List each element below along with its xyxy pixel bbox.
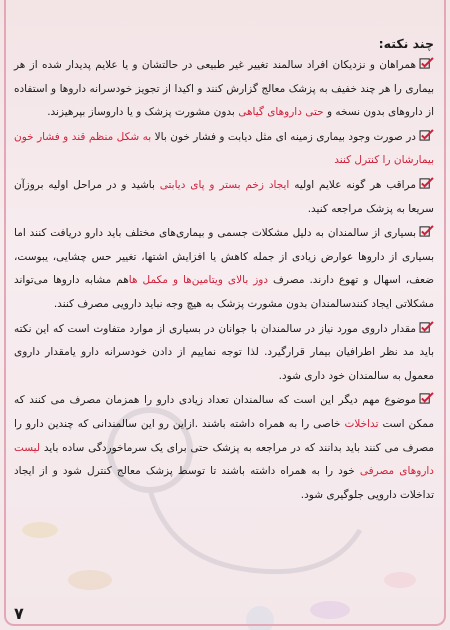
tip-paragraph-4: بسیاری از سالمندان به دلیل مشکلات جسمی و بیماری‌های مختلف باید دارو دریافت کنند اما بسیاری از داروها عوارض زیادی از جمله کاهش یا افزایش اشتها، تغییر حس چشایی، یبوست، ضعف، اسهال و تهوع دارند. مصرف دوز بالای ویتامین‌ها و مکمل هاهم مشابه داروها می‌تواند مشکلاتی ایجاد کنندسالمندان بدون مشورت پزشک به هیچ وجه نباید دارویی مصرف کنند.	[14, 227, 434, 310]
tip-paragraph-6: موضوع مهم دیگر این است که سالمندان تعداد زیادی دارو را همزمان مصرف می کنند که ممکن است تداخلات خاصی را به همراه داشته باشند .ازاین رو این سالمندانی که چندین دارو را مصرف می کنند باید بدانند که در مراجعه به پزشک حتی برای یک سرماخوردگی ساده باید لیست داروهای مصرفی خود را به همراه داشته باشند تا توسط پزشک معالج کنترل شود و از ایجاد تداخلات دارویی جلوگیری شود.	[14, 394, 434, 501]
checkbox-checked-icon	[419, 129, 434, 141]
checkbox-checked-icon	[419, 225, 434, 237]
article	[14, 34, 434, 508]
tip-paragraph-1: همراهان و نزدیکان افراد سالمند تغییر غیر طبیعی در حالتشان و یا علایم پدیدار شده از هر بیماری را هر چند خفیف به پزشک معالج گزارش کنند و اکیدا از تجویز خودسرانه داروها و استفاده از داروهای بدون نسخه و حتی داروهای گیاهی بدون مشورت پزشک و یا داروساز بپرهیزند.	[14, 59, 434, 119]
tip-paragraph-5: مقدار داروی مورد نیاز در سالمندان با جوانان در بسیاری از موارد متفاوت است که این نکته باید مد نظر اطرافیان بیمار قرارگیرد. لذا توجه نمایيم از دادن خودسرانه دارو یامقدار داروی معمول به سالمندان خود داری شود.	[14, 322, 434, 382]
page-number: ۷	[14, 604, 24, 623]
checkbox-checked-icon	[419, 177, 434, 189]
tip-paragraph-2: در صورت وجود بیماری زمینه ای مثل دیابت و فشار خون بالا به شکل منظم قند و فشار خون بیمارشان را کنترل کنند	[14, 130, 434, 167]
checkbox-checked-icon	[419, 57, 434, 69]
checkbox-checked-icon	[419, 321, 434, 333]
section-title: چند نکته:	[378, 36, 434, 51]
checkbox-checked-icon	[419, 392, 434, 404]
tip-paragraph-3: مراقب هر گونه علایم اولیه ایجاد زخم بستر و پای دیابتی باشید و در مراحل اولیه بروزآن سریعا به پزشک مراجعه کنید.	[14, 178, 434, 215]
